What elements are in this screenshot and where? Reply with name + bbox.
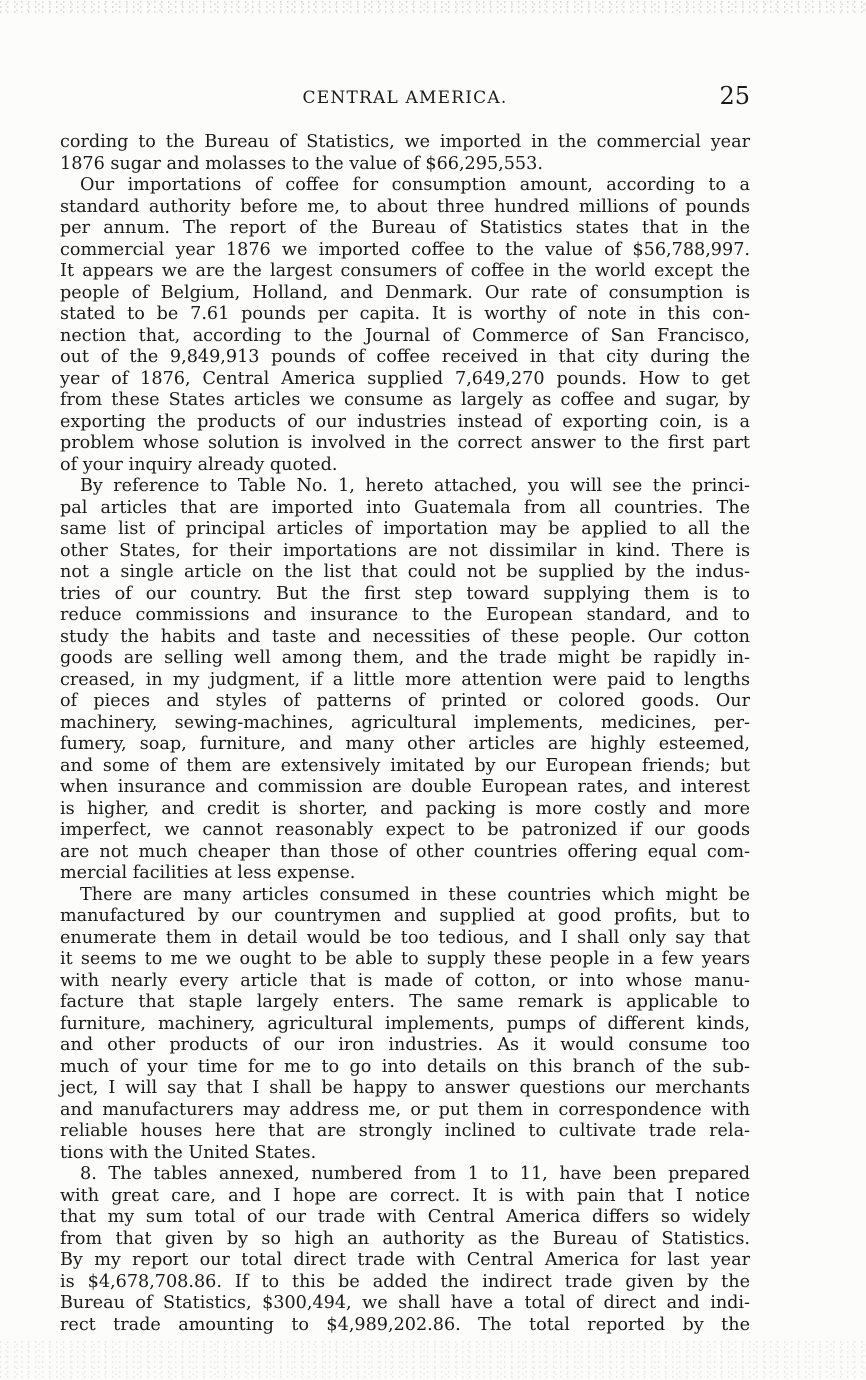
text-line: are not much cheaper than those of other countries offering equal com- xyxy=(60,841,750,862)
text-line: ject, I will say that I shall be happy to answer questions our merchants xyxy=(60,1078,750,1098)
text-line: machinery, sewing-machines, agricultural implements, medicines, per- xyxy=(60,712,750,733)
text-line: manufactured by our countrymen and supplied at good profits, but to xyxy=(60,906,750,926)
text-line: exporting the products of our industries instead of exporting coin, is a xyxy=(60,411,750,432)
text-line: pal articles that are imported into Guatemala from all countries. The xyxy=(60,497,750,518)
text-line: people of Belgium, Holland, and Denmark. Our rate of consumption is xyxy=(60,282,750,303)
text-line: study the habits and taste and necessities of these people. Our cotton xyxy=(60,626,750,647)
text-line: and some of them are extensively imitated by our European friends; but xyxy=(60,755,750,776)
text-line: 1876 sugar and molasses to the value of $66,295,553. xyxy=(60,153,543,174)
text-line: tions with the United States. xyxy=(60,1142,317,1163)
text-line: stated to be 7.61 pounds per capita. It is worthy of note in this con- xyxy=(60,304,750,324)
text-line: it seems to me we ought to be able to supply these people in a few years xyxy=(60,949,750,969)
text-line: goods are selling well among them, and the trade might be rapidly in- xyxy=(60,648,750,668)
text-line: much of your time for me to go into details on this branch of the sub- xyxy=(60,1056,750,1077)
text-line: of your inquiry already quoted. xyxy=(60,454,338,475)
text-line: furniture, machinery, agricultural implements, pumps of different kinds, xyxy=(60,1013,750,1034)
text-line: nection that, according to the Journal of Commerce of San Francisco, xyxy=(60,325,750,346)
text-line: problem whose solution is involved in the correct answer to the first part xyxy=(60,433,750,453)
text-line: By reference to Table No. 1, hereto attached, you will see the princi- xyxy=(80,476,750,496)
running-head: CENTRAL AMERICA. xyxy=(302,88,508,108)
text-line: reliable houses here that are strongly inclined to cultivate trade rela- xyxy=(60,1121,750,1141)
text-line: other States, for their importations are not dissimilar in kind. There is xyxy=(60,540,750,561)
text-line: cording to the Bureau of Statistics, we imported in the commercial year xyxy=(60,132,750,152)
text-line: from that given by so high an authority as the Bureau of Statistics. xyxy=(60,1228,750,1249)
text-line: with great care, and I hope are correct. It is with pain that I notice xyxy=(60,1185,750,1206)
text-line: same list of principal articles of importation may be applied to all the xyxy=(60,519,750,539)
text-line: fumery, soap, furniture, and many other articles are highly esteemed, xyxy=(60,734,750,754)
text-line: tries of our country. But the first step toward supplying them is to xyxy=(60,583,750,604)
page-number: 25 xyxy=(719,82,750,110)
text-line: is $4,678,708.86. If to this be added the indirect trade given by the xyxy=(60,1271,750,1292)
text-line: creased, in my judgment, if a little more attention were paid to lengths xyxy=(60,669,750,690)
scan-noise-top xyxy=(0,0,866,14)
text-line: out of the 9,849,913 pounds of coffee received in that city during the xyxy=(60,347,750,367)
text-line: imperfect, we cannot reasonably expect to be patronized if our goods xyxy=(60,820,750,840)
text-line: By my report our total direct trade with Central America for last year xyxy=(60,1250,750,1270)
text-line: that my sum total of our trade with Central America differs so widely xyxy=(60,1207,750,1227)
text-line: when insurance and commission are double European rates, and interest xyxy=(60,777,750,797)
text-line: with nearly every article that is made of cotton, or into whose manu- xyxy=(60,970,750,991)
text-line: There are many articles consumed in these countries which might be xyxy=(80,884,750,905)
body-text xyxy=(60,132,750,1336)
text-line: not a single article on the list that could not be supplied by the indus- xyxy=(60,562,750,582)
text-line: year of 1876, Central America supplied 7,649,270 pounds. How to get xyxy=(60,368,750,389)
text-line: of pieces and styles of patterns of printed or colored goods. Our xyxy=(60,691,750,711)
text-line: reduce commissions and insurance to the European standard, and to xyxy=(60,605,750,625)
text-line: and other products of our iron industries. As it would consume too xyxy=(60,1035,750,1055)
text-line: 8. The tables annexed, numbered from 1 to 11, have been prepared xyxy=(80,1164,750,1184)
text-line: Our importations of coffee for consumption amount, according to a xyxy=(80,175,750,195)
scan-noise-bottom xyxy=(0,1340,866,1380)
text-line: It appears we are the largest consumers of coffee in the world except the xyxy=(60,261,750,281)
text-line: facture that staple largely enters. The same remark is applicable to xyxy=(60,992,750,1012)
text-line: standard authority before me, to about three hundred millions of pounds xyxy=(60,196,750,217)
text-line: and manufacturers may address me, or put them in correspondence with xyxy=(60,1099,750,1120)
text-line: mercial facilities at less expense. xyxy=(60,863,356,883)
page-header xyxy=(60,82,750,116)
text-line: per annum. The report of the Bureau of Statistics states that in the xyxy=(60,218,750,238)
text-line: from these States articles we consume as largely as coffee and sugar, by xyxy=(60,390,750,410)
text-line: commercial year 1876 we imported coffee to the value of $56,788,997. xyxy=(60,239,750,260)
text-line: is higher, and credit is shorter, and packing is more costly and more xyxy=(60,798,750,819)
text-line: Bureau of Statistics, $300,494, we shall have a total of direct and indi- xyxy=(60,1293,750,1313)
text-line: rect trade amounting to $4,989,202.86. The total reported by the xyxy=(60,1314,750,1335)
text-line: enumerate them in detail would be too tedious, and I shall only say that xyxy=(60,927,750,948)
